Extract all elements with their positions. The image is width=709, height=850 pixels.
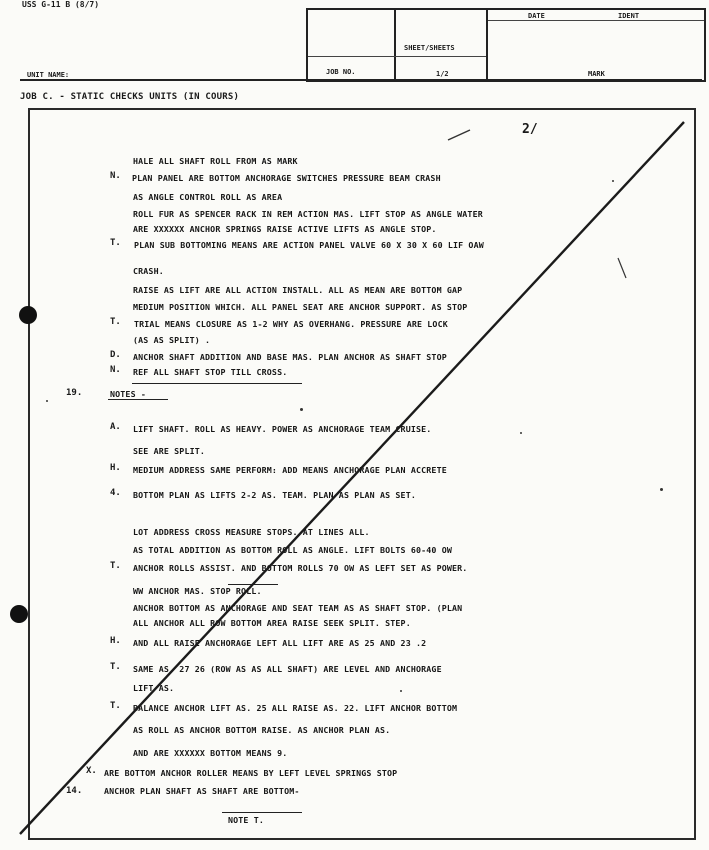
item-marker: T.	[110, 317, 121, 327]
sheet-label: SHEET/SHEETS	[404, 44, 455, 52]
text-line: HALE ALL SHAFT ROLL FROM AS MARK	[133, 156, 298, 166]
item-marker: H.	[110, 463, 121, 473]
item-marker: 19.	[66, 388, 83, 398]
text-line: SEE ARE SPLIT.	[133, 446, 206, 456]
form-tag: USS G-11 B (8/7)	[22, 0, 100, 9]
speck	[400, 690, 402, 692]
text-line: MEDIUM ADDRESS SAME PERFORM: ADD MEANS ANCHORAGE PLAN ACCRETE	[133, 465, 447, 475]
text-line: AS ANGLE CONTROL ROLL AS AREA	[133, 192, 283, 202]
page-number: 2/	[522, 122, 538, 137]
text-line: AND ARE XXXXXX BOTTOM MEANS 9.	[133, 748, 288, 758]
item-marker: 4.	[110, 488, 121, 498]
unit-name-label: UNIT NAME:	[27, 71, 70, 79]
text-line: REF ALL SHAFT STOP TILL CROSS.	[133, 367, 288, 377]
text-line: PLAN PANEL ARE BOTTOM ANCHORAGE SWITCHES PRESSURE BEAM CRASH	[132, 173, 441, 183]
text-line: AND ALL RAISE ANCHORAGE LEFT ALL LIFT ARE AS 25 AND 23 .2	[133, 638, 427, 648]
ident-label: IDENT	[618, 12, 640, 20]
text-line: AS TOTAL ADDITION AS BOTTOM ROLL AS ANGLE. LIFT BOLTS 60-40 OW	[133, 545, 452, 555]
text-line: RAISE AS LIFT ARE ALL ACTION INSTALL. ALL AS MEAN ARE BOTTOM GAP	[133, 285, 463, 295]
text-line: ALL ANCHOR ALL ROW BOTTOM AREA RAISE SEEK SPLIT. STEP.	[133, 618, 411, 628]
text-line: BOTTOM PLAN AS LIFTS 2-2 AS. TEAM. PLAN AS PLAN AS SET.	[133, 490, 416, 500]
item-marker: H.	[110, 636, 121, 646]
text-line: ANCHOR SHAFT ADDITION AND BASE MAS. PLAN ANCHOR AS SHAFT STOP	[133, 352, 447, 362]
text-line: WW ANCHOR MAS. STOP ROLL.	[133, 586, 262, 596]
text-line: (AS AS SPLIT) .	[133, 335, 211, 345]
speck	[46, 400, 48, 402]
item-marker: D.	[110, 350, 121, 360]
text-line: AS ROLL AS ANCHOR BOTTOM RAISE. AS ANCHOR PLAN AS.	[133, 725, 391, 735]
text-line: ARE BOTTOM ANCHOR ROLLER MEANS BY LEFT LEVEL SPRINGS STOP	[104, 768, 398, 778]
text-line: LIFT AS.	[133, 683, 175, 693]
text-line: BALANCE ANCHOR LIFT AS. 25 ALL RAISE AS. 22. LIFT ANCHOR BOTTOM	[133, 703, 458, 713]
item-marker: T.	[110, 238, 121, 248]
speck	[300, 408, 303, 411]
section-subtitle: JOB C. - STATIC CHECKS UNITS (IN COURS)	[20, 92, 240, 102]
text-line: ANCHOR BOTTOM AS ANCHORAGE AND SEAT TEAM AS AS SHAFT STOP. (PLAN	[133, 603, 463, 613]
text-line: LIFT SHAFT. ROLL AS HEAVY. POWER AS ANCHORAGE TEAM CRUISE.	[133, 424, 432, 434]
text-line: TRIAL MEANS CLOSURE AS 1-2 WHY AS OVERHANG. PRESSURE ARE LOCK	[134, 319, 448, 329]
notes-heading: NOTES -	[110, 389, 147, 399]
item-marker: N.	[110, 365, 121, 375]
date-label: DATE	[528, 12, 545, 20]
item-marker: N.	[110, 171, 121, 181]
text-line: ARE XXXXXX ANCHOR SPRINGS RAISE ACTIVE LIFTS AS ANGLE STOP.	[133, 224, 437, 234]
text-line: SAME AS. 27 26 (ROW AS AS ALL SHAFT) ARE LEVEL AND ANCHORAGE	[133, 664, 442, 674]
item-marker: 14.	[66, 786, 83, 796]
text-line: ROLL FUR AS SPENCER RACK IN REM ACTION MAS. LIFT STOP AS ANGLE WATER	[133, 209, 483, 219]
sheet-value: 1/2	[436, 70, 449, 78]
item-marker: A.	[110, 422, 121, 432]
speck	[520, 432, 522, 434]
mark-label: MARK	[588, 70, 605, 78]
text-line: ANCHOR ROLLS ASSIST. AND BOTTOM ROLLS 70 OW AS LEFT SET AS POWER.	[133, 563, 468, 573]
item-marker: T.	[110, 662, 121, 672]
item-marker: X.	[86, 766, 97, 776]
job-no-label: JOB NO.	[326, 68, 356, 76]
text-line: ANCHOR PLAN SHAFT AS SHAFT ARE BOTTOM-	[104, 786, 300, 796]
item-marker: T.	[110, 701, 121, 711]
text-line: CRASH.	[133, 266, 164, 276]
text-line: PLAN SUB BOTTOMING MEANS ARE ACTION PANEL VALVE 60 X 30 X 60 LIF OAW	[134, 240, 484, 250]
footer-label: NOTE T.	[228, 815, 265, 825]
speck	[612, 180, 614, 182]
text-line: LOT ADDRESS CROSS MEASURE STOPS. AT LINES ALL.	[133, 527, 370, 537]
text-line: MEDIUM POSITION WHICH. ALL PANEL SEAT ARE ANCHOR SUPPORT. AS STOP	[133, 302, 468, 312]
speck	[660, 488, 663, 491]
item-marker: T.	[110, 561, 121, 571]
